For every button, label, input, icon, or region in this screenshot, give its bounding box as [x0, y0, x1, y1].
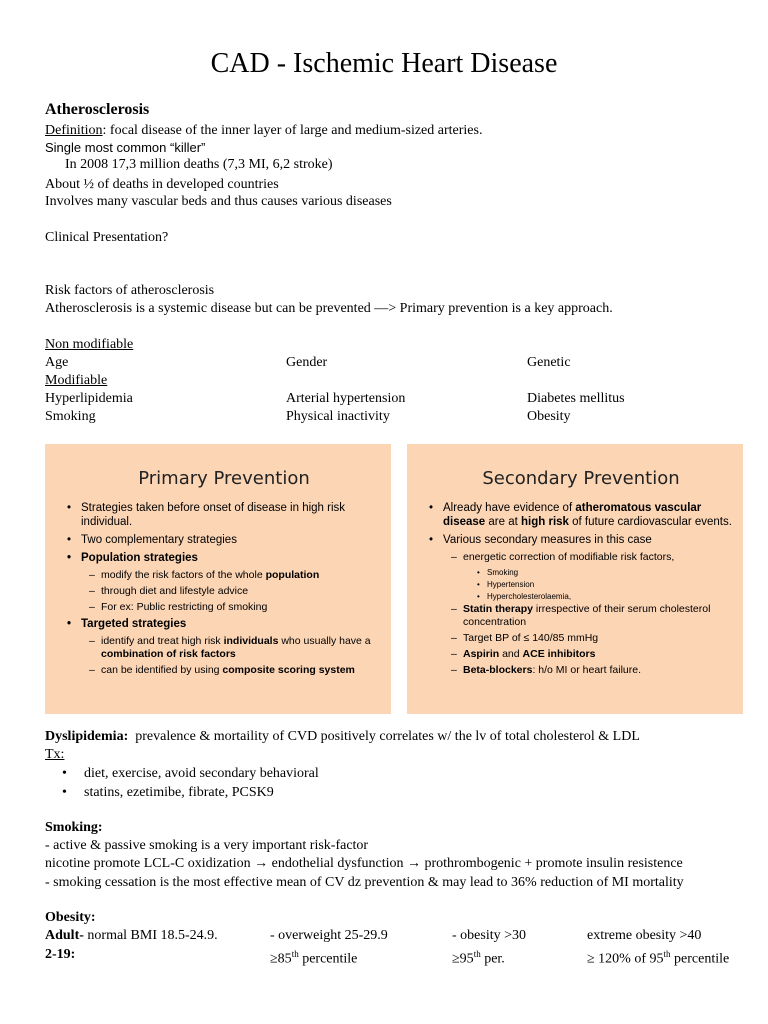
clinical-presentation: Clinical Presentation? [45, 230, 169, 245]
list-item-text: modify the risk factors of the whole [101, 569, 266, 581]
killer-line: Single most common “killer” [45, 140, 206, 155]
adult-obesity: - obesity >30 [452, 928, 526, 943]
risk-diabetes: Diabetes mellitus [527, 391, 625, 406]
list-item-text: irrespective of their serum cholesterol concentration [463, 603, 711, 628]
adult-extreme-obesity: extreme obesity >40 [587, 928, 702, 943]
child-obesity-unit: per. [480, 951, 505, 967]
risk-hyperlipidemia: Hyperlipidemia [45, 391, 133, 406]
smoking-label: Smoking: [45, 820, 103, 835]
child-obesity-value: ≥95 [452, 951, 474, 967]
risk-factors-title: Risk factors of atherosclerosis [45, 283, 215, 298]
list-item-text: : h/o MI or heart failure. [532, 664, 642, 676]
adult-bmi [45, 927, 218, 944]
list-item-bold: ACE inhibitors [522, 648, 596, 660]
list-item: • diet, exercise, avoid secondary behavioral [62, 764, 319, 783]
ordinal-suffix: th [291, 949, 299, 959]
dyslipidemia-label: Dyslipidemia: [45, 729, 129, 744]
risk-inactivity: Physical inactivity [286, 409, 390, 424]
dyslipidemia-text: prevalence & mortaility of CVD positively correlates w/ the lv of total cholesterol & LDL [128, 729, 640, 744]
secondary-prevention-list [429, 501, 733, 677]
list-item [429, 664, 733, 677]
adult-label: Adult- [45, 928, 84, 943]
definition-label: Definition [45, 123, 103, 138]
list-item: – through diet and lifestyle advice [67, 585, 381, 598]
child-extreme-obesity [587, 946, 729, 968]
obesity-label: Obesity: [45, 910, 96, 925]
vascular-beds-line: Involves many vascular beds and thus causes various diseases [45, 194, 392, 209]
list-item: • Strategies taken before onset of disease in high risk individual. [67, 501, 381, 529]
ordinal-suffix: th [663, 949, 671, 959]
risk-genetic: Genetic [527, 355, 571, 370]
smoking-line-1: - active & passive smoking is a very important risk-factor [45, 838, 369, 853]
modifiable-label: Modifiable [45, 373, 108, 388]
primary-prevention-slide [45, 444, 391, 714]
child-overweight-unit: percentile [298, 951, 358, 967]
dyslipidemia-line [45, 728, 640, 745]
list-item: • Smoking [429, 567, 733, 578]
smoking-line-2: nicotine promote LCL-C oxidization → endothelial dysfunction → prothrombogenic + promote insulin resistence [45, 856, 683, 871]
child-extreme-unit: percentile [670, 951, 730, 967]
list-item-text: of future cardiovascular events. [568, 516, 732, 528]
page-title: CAD - Ischemic Heart Disease [210, 48, 558, 79]
list-item [67, 569, 381, 582]
list-item: • Hypertension [429, 579, 733, 590]
list-item-bold: population [265, 569, 320, 581]
list-item-bold: Statin therapy [463, 603, 534, 615]
systemic-disease-line: Atherosclerosis is a systemic disease but can be prevented —> Primary prevention is a key approach. [45, 301, 613, 316]
list-item: – Target BP of ≤ 140/85 mmHg [429, 632, 733, 645]
child-extreme-value: ≥ 120% of 95 [587, 951, 664, 967]
tx-label: Tx: [45, 747, 65, 762]
list-item: • Population strategies [67, 551, 381, 565]
list-item: • Hypercholesterolaemia, [429, 591, 733, 602]
risk-obesity: Obesity [527, 409, 571, 424]
list-item: • statins, ezetimibe, fibrate, PCSK9 [62, 783, 319, 802]
adult-normal-bmi: normal BMI 18.5-24.9. [83, 928, 218, 943]
risk-gender: Gender [286, 355, 328, 370]
child-overweight [270, 946, 357, 968]
list-item-text: are at [485, 516, 522, 528]
atherosclerosis-heading: Atherosclerosis [45, 101, 150, 118]
list-item [429, 501, 733, 529]
list-item-text: Already have evidence of [443, 502, 576, 514]
list-item-bold: Aspirin [463, 648, 500, 660]
risk-age: Age [45, 355, 69, 370]
list-item-text: can be identified by using [101, 664, 223, 676]
list-item-text: identify and treat high risk [101, 635, 224, 647]
tx-list [62, 764, 319, 802]
list-item: • Targeted strategies [67, 617, 381, 631]
list-item-bold: high risk [521, 516, 569, 528]
child-label: 2-19: [45, 947, 76, 962]
risk-smoking: Smoking [45, 409, 96, 424]
list-item-bold: individuals [223, 635, 279, 647]
list-item [67, 664, 381, 677]
primary-prevention-list [67, 501, 381, 677]
risk-hypertension: Arterial hypertension [286, 391, 406, 406]
list-item: • Various secondary measures in this case [429, 533, 733, 547]
definition-text: : focal disease of the inner layer of large and medium-sized arteries. [102, 123, 483, 138]
list-item-bold: composite scoring system [222, 664, 355, 676]
list-item-bold: combination of risk factors [101, 648, 236, 660]
list-item [429, 648, 733, 661]
half-deaths-line: About ½ of deaths in developed countries [45, 177, 279, 192]
non-modifiable-label: Non modifiable [45, 337, 134, 352]
list-item-bold: Beta-blockers [463, 664, 533, 676]
list-item: • Two complementary strategies [67, 533, 381, 547]
list-item: – For ex: Public restricting of smoking [67, 601, 381, 614]
list-item [429, 603, 733, 629]
definition-line [45, 122, 482, 139]
child-overweight-value: ≥85 [270, 951, 292, 967]
ordinal-suffix: th [473, 949, 481, 959]
list-item-text: and [499, 648, 523, 660]
list-item: – energetic correction of modifiable risk factors, [429, 551, 733, 564]
smoking-line-3: - smoking cessation is the most effective mean of CV dz prevention & may lead to 36% reduction of MI mortality [45, 875, 684, 890]
adult-overweight: - overweight 25-29.9 [270, 928, 388, 943]
secondary-prevention-title: Secondary Prevention [482, 468, 680, 489]
secondary-prevention-slide [407, 444, 743, 714]
deaths-line: In 2008 17,3 million deaths (7,3 MI, 6,2 stroke) [65, 157, 333, 172]
list-item-text: who usually have a [278, 635, 371, 647]
list-item [67, 635, 381, 661]
list-item-bold: atheromatous vascular disease [443, 502, 702, 528]
child-obesity [452, 946, 505, 968]
primary-prevention-title: Primary Prevention [138, 468, 310, 489]
